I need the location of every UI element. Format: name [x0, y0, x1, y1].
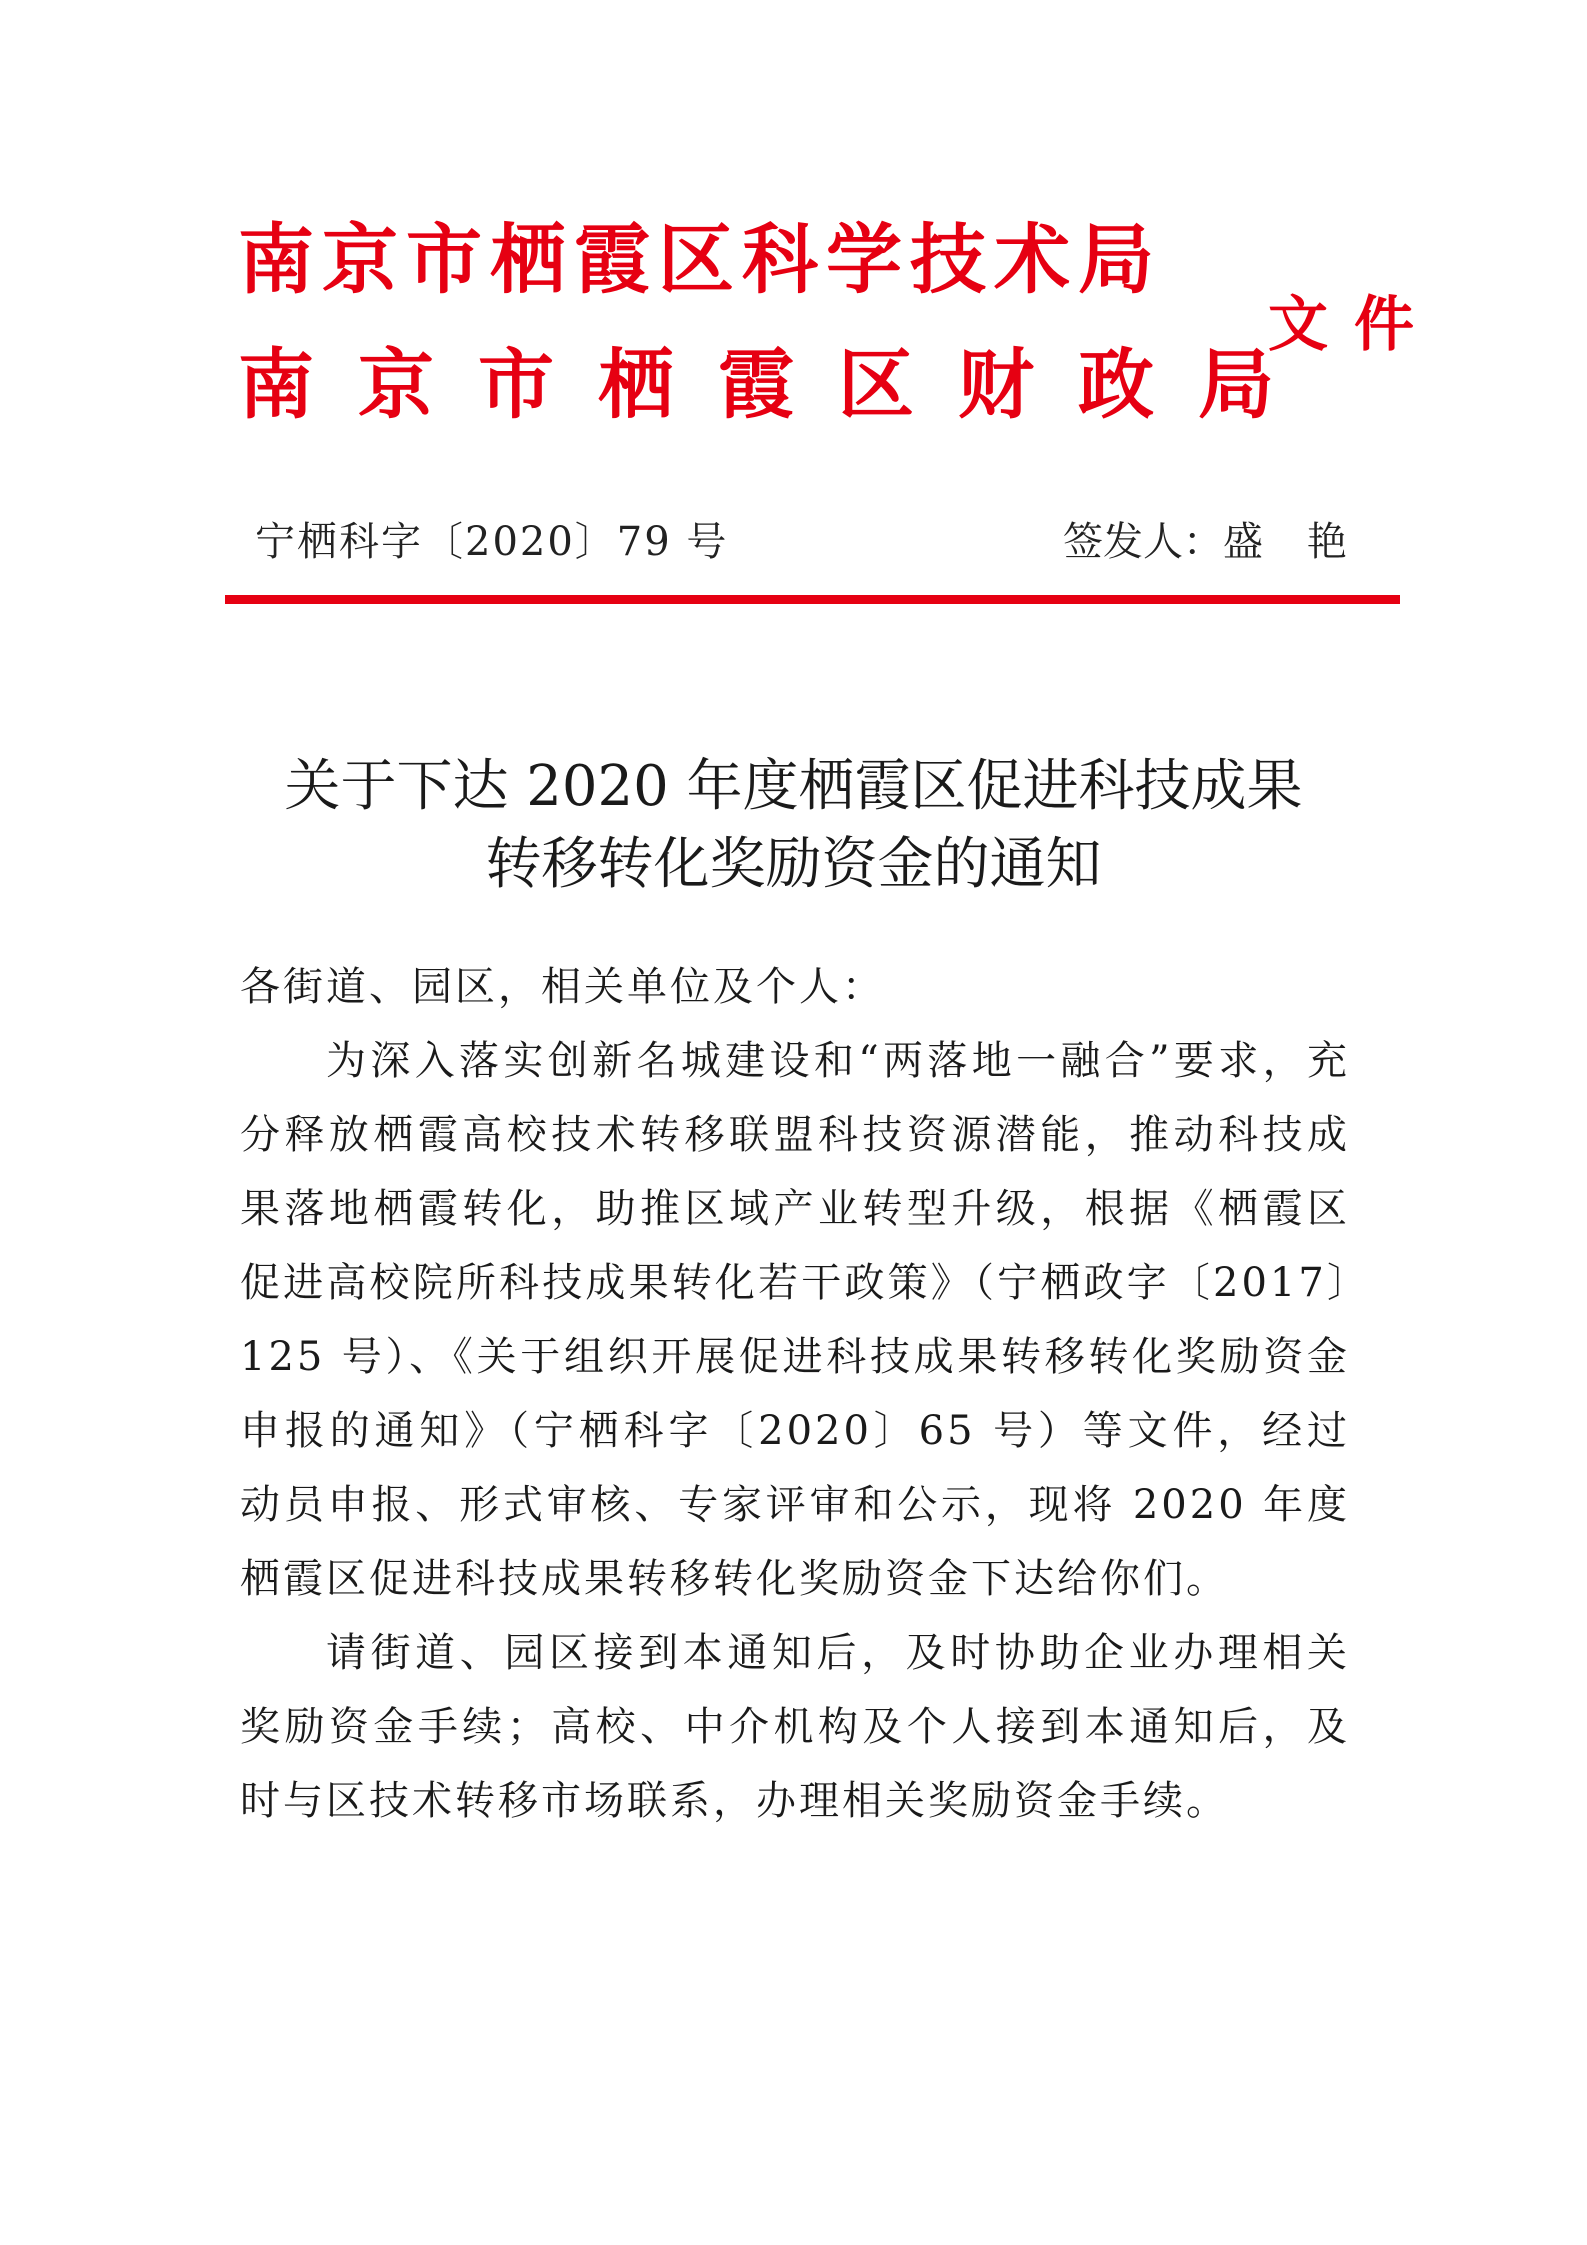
notice-title-line-2: 转移转化奖励资金的通知 [485, 832, 1102, 897]
doc-meta-row [255, 512, 1391, 572]
doc-number: 宁栖科字〔2020〕79 号 [255, 519, 729, 565]
salutation: 各街道、园区，相关单位及个人： [240, 964, 885, 1010]
body-paragraph-1: 为深入落实创新名城建设和“两落地一融合”要求，充分释放栖霞高校技术转移联盟科技资源潜能，推动科技成果落地栖霞转化，助推区域产业转型升级，根据《栖霞区促进高校院所科技成果转化若干政策》（宁栖政字〔2017〕125 号）、《关于组织开展促进科技成果转移转化奖励资金申报的通知》（宁栖科字〔2020〕65 号）等文件，经过动员申报、形式审核、专家评审和公示，现将 2020 年度栖霞区促进科技成果转移转化奖励资金下达给你们。 [240, 1038, 1350, 1602]
red-separator-rule [225, 595, 1400, 604]
signer-label: 签发人： [1063, 519, 1223, 565]
signer-name: 盛艳 [1223, 519, 1391, 565]
doc-suffix-label: 文件 [1268, 290, 1440, 360]
body-paragraph-2: 请街道、园区接到本通知后，及时协助企业办理相关奖励资金手续；高校、中介机构及个人接到本通知后，及时与区技术转移市场联系，办理相关奖励资金手续。 [240, 1630, 1350, 1824]
issuer-line-finance-bureau: 南京市栖霞区财政局 [238, 340, 1318, 429]
notice-title-line-1: 关于下达 2020 年度栖霞区促进科技成果 [284, 754, 1303, 819]
issuer-line-science-bureau: 南京市栖霞区科学技术局 [238, 215, 1162, 304]
signer [1063, 512, 1391, 572]
